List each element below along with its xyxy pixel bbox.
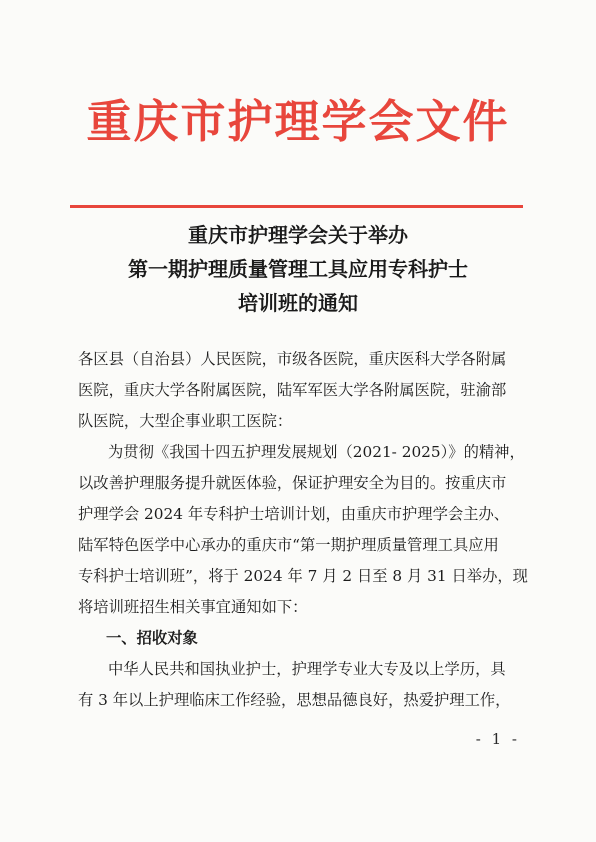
paragraph-line: 以改善护理服务提升就医体验，保证护理安全为目的。按重庆市 xyxy=(78,474,507,492)
document-title-line-3: 培训班的通知 xyxy=(238,291,358,315)
paragraph-line: 将培训班招生相关事宜通知如下： xyxy=(78,598,308,616)
document-title-line-2: 第一期护理质量管理工具应用专科护士 xyxy=(128,257,468,281)
paragraph-line: 陆军特色医学中心承办的重庆市“第一期护理质量管理工具应用 xyxy=(78,536,499,554)
red-divider-rule xyxy=(70,205,523,208)
document-title-line-1: 重庆市护理学会关于举办 xyxy=(188,223,408,247)
document-title xyxy=(0,218,596,320)
recipients-line: 各区县（自治县）人民医院，市级各医院，重庆医科大学各附属 xyxy=(78,350,507,368)
document-body xyxy=(78,344,528,716)
recipients-line: 医院，重庆大学各附属医院，陆军军医大学各附属医院，驻渝部 xyxy=(78,381,507,399)
section-text-line: 中华人民共和国执业护士，护理学专业大专及以上学历，具 xyxy=(108,660,506,678)
paragraph-line: 护理学会 2024 年专科护士培训计划，由重庆市护理学会主办、 xyxy=(78,505,510,523)
org-document-header: 重庆市护理学会文件 xyxy=(86,95,510,148)
paragraph-line: 为贯彻《我国十四五护理发展规划（2021- 2025）》的精神， xyxy=(108,443,525,461)
paragraph-line: 专科护士培训班”，将于 2024 年 7 月 2 日至 8 月 31 日举办，现 xyxy=(78,567,528,585)
section-heading: 一、招收对象 xyxy=(106,629,198,647)
page-number: - 1 - xyxy=(475,730,520,748)
section-text-line: 有 3 年以上护理临床工作经验，思想品德良好，热爱护理工作， xyxy=(78,691,511,709)
recipients-line: 队医院，大型企事业职工医院： xyxy=(78,412,293,430)
